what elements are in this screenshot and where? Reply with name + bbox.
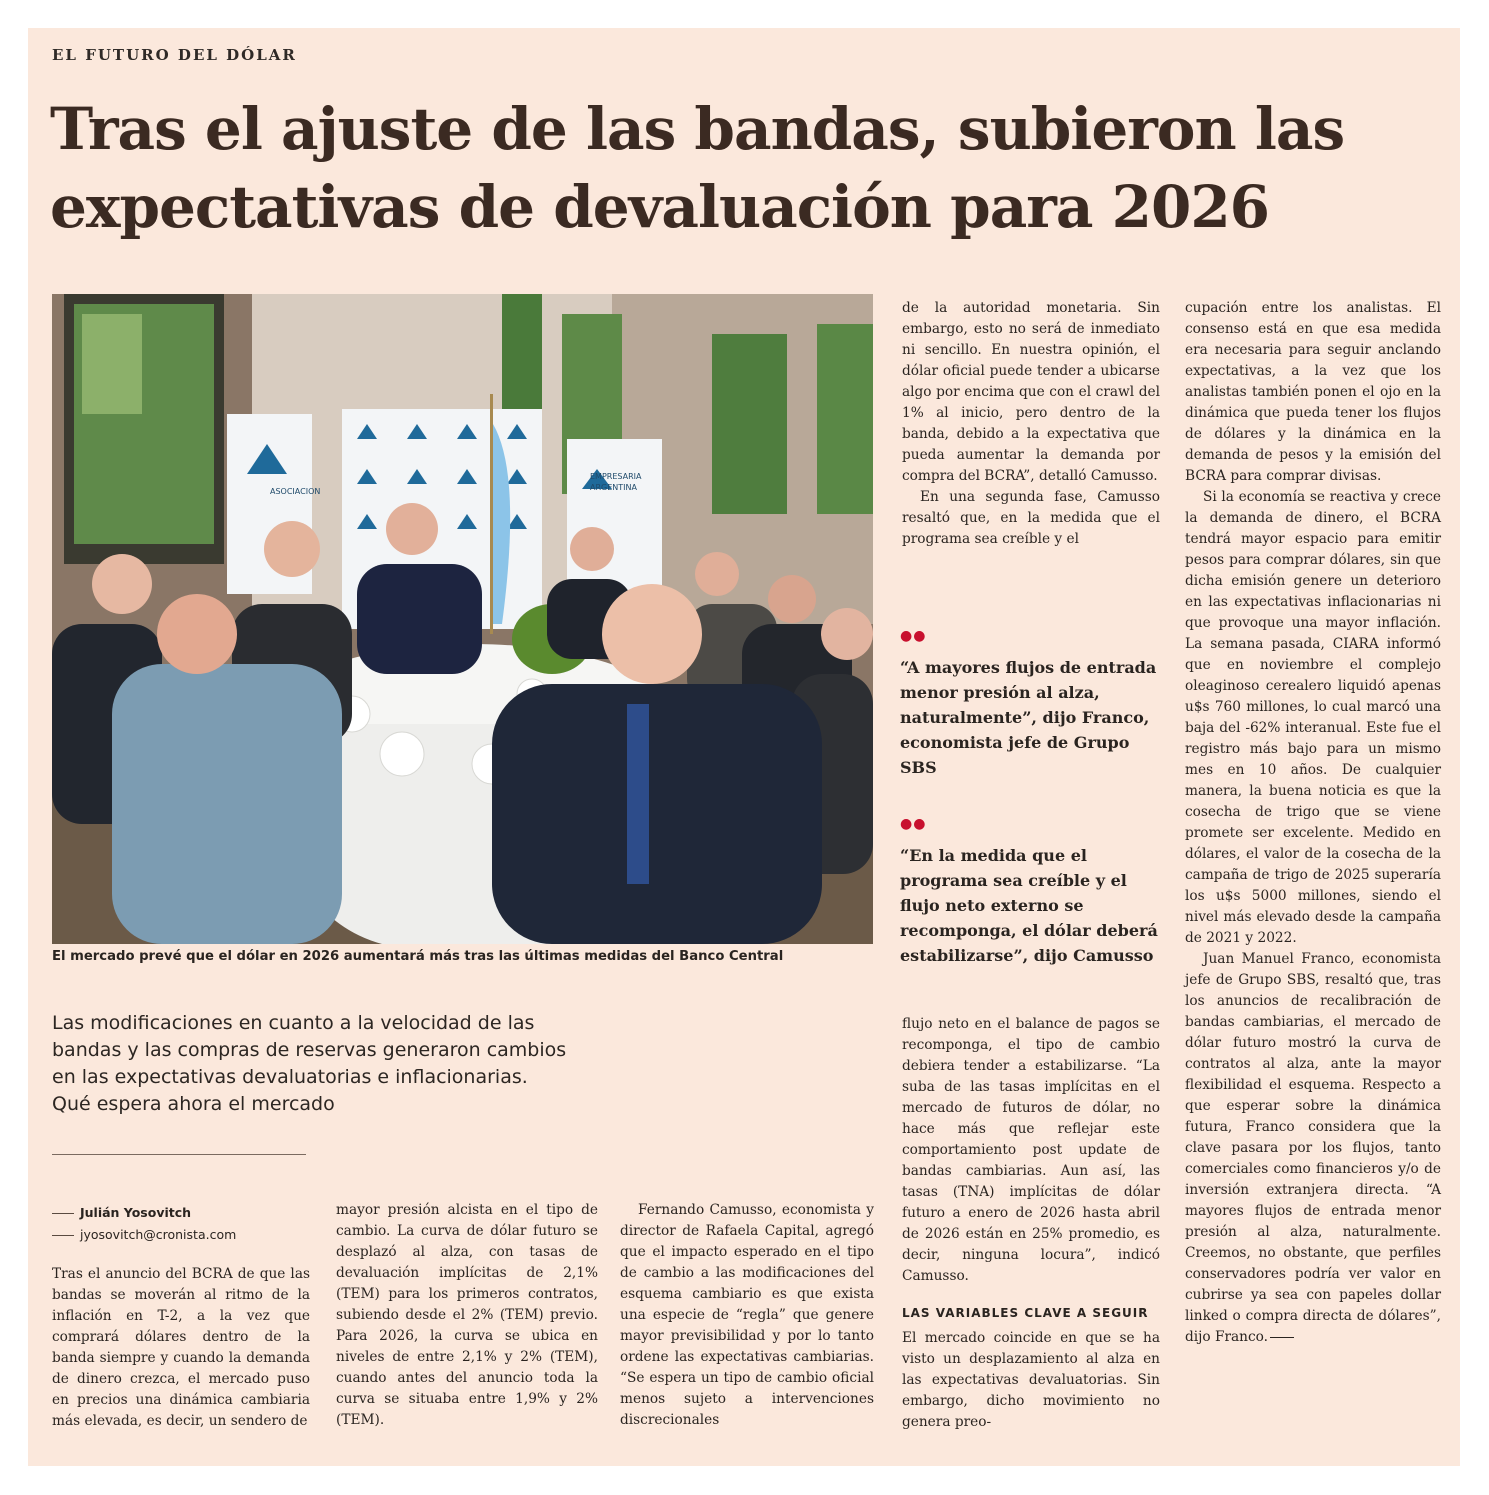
body-column-3: [620, 1200, 874, 1431]
body-column-5: [1185, 298, 1441, 1348]
body-paragraph: Fernando Camusso, economista y director de Rafaela Capital, agregó que el impacto esperado en el tipo de cambio a las modificaciones del esquema cambiario es que exista una especie de “regla” que genere mayor previsibilidad y por lo tanto ordene las expectativas cambiarias. “Se espera un tipo de cambio oficial menos sujeto a intervenciones discrecionales: [620, 1202, 874, 1428]
banner-text-2: EMPRESARIA: [590, 472, 642, 481]
body-paragraph: mayor presión alcista en el tipo de cambio. La curva de dólar futuro se desplazó al alza, con tasas de devaluación implícitas de 2,1% (TEM) para los primeros contratos, subiendo desde el 2% (TEM) previo. Para 2026, la curva se ubica en niveles de entre 2,1% y 2% (TEM), cuando antes del anuncio toda la curva se situaba entre 1,9% y 2% (TEM).: [336, 1202, 598, 1428]
section-label: EL FUTURO DEL DÓLAR: [52, 46, 297, 64]
quote-dots-icon: ●●: [900, 628, 927, 644]
body-column-4-bottom: [902, 1014, 1160, 1433]
lead-paragraph: Las modificaciones en cuanto a la velocidad de las bandas y las compras de reservas generaron cambios en las expectativas devaluatorias e inflacionarias. Qué espera ahora el mercado: [52, 1012, 567, 1115]
quote-dots-icon: ●●: [900, 816, 927, 832]
pull-quote-1: [900, 624, 1160, 780]
photo-caption: El mercado prevé que el dólar en 2026 aumentará más tras las últimas medidas del Banco Central: [52, 949, 784, 964]
body-paragraph: Juan Manuel Franco, economista jefe de Grupo SBS, resaltó que, tras los anuncios de recalibración de bandas cambiarias, el mercado de dólar futuro mostró la curva de contratos al alza, ante la mayor flexibilidad el esquema. Respecto a que esperar sobre la dinámica futura, Franco considera que la clave pasara por los flujos, tanto comerciales como financieros y/o de inversión extranjera directa. “A mayores flujos de entrada menor presión al alza, naturalmente. Creemos, no obstante, que perfiles conservadores podría ver valor en cubrirse ya sea con papeles dollar linked o compra directa de dólares”, dijo Franco.: [1185, 951, 1441, 1345]
author-name: Julián Yosovitch: [80, 1205, 192, 1220]
pull-quote-text: “A mayores flujos de entrada menor presión al alza, naturalmente”, dijo Franco, economista jefe de Grupo SBS: [900, 658, 1157, 777]
pull-quote-text: “En la medida que el programa sea creíble y el flujo neto externo se recomponga, el dólar deberá estabilizarse”, dijo Camusso: [900, 846, 1158, 965]
banner-text-3: ARGENTINA: [590, 483, 637, 492]
dinner-meeting-photo: [52, 294, 873, 944]
banner-text-1: ASOCIACION: [270, 487, 321, 496]
lead-divider: [52, 1154, 306, 1155]
byline: [52, 1202, 236, 1246]
body-paragraph: Tras el anuncio del BCRA de que las bandas se moverán al ritmo de la inflación en T-2, a la vez que comprará dólares dentro de la banda siempre y cuando la demanda de dinero crezca, el mercado puso en precios una dinámica cambiaria más elevada, es decir, un sendero de: [52, 1266, 310, 1429]
body-paragraph: cupación entre los analistas. El consenso está en que esa medida era necesaria para seguir anclando expectativas, a la vez que los analistas también ponen el ojo en la dinámica que pueda tener los flujos de dólares y la dinámica en la demanda de pesos y la emisión del BCRA para comprar divisas.: [1185, 300, 1441, 484]
body-paragraph: flujo neto en el balance de pagos se recomponga, el tipo de cambio debiera tender a estabilizarse. “La suba de las tasas implícitas en el mercado de futuros de dólar, no hace más que reflejar este comportamiento post update de bandas cambiarias. Aun así, las tasas (TNA) implícitas de dólar futuro a enero de 2026 hasta abril de 2026 están en 25% promedio, es decir, ninguna locura”, indicó Camusso.: [902, 1016, 1160, 1284]
author-email[interactable]: jyosovitch@cronista.com: [80, 1227, 237, 1242]
body-paragraph: Si la economía se reactiva y crece la demanda de dinero, el BCRA tendrá mayor espacio para emitir pesos para comprar dólares, sin que dicha emisión genere un deterioro en las expectativas inflacionarias ni que provoque una mayor inflación. La semana pasada, CIARA informó que en noviembre el complejo oleaginoso cerealero liquidó apenas u$s 760 millones, lo cual marcó una baja del -62% interanual. Este fue el registro más bajo para un mismo mes en 10 años. De cualquier manera, la buena noticia es que la cosecha de trigo que se viene promete ser excelente. Medido en dólares, el valor de la cosecha de la campaña de trigo de 2025 superaría los u$s 5000 millones, siendo el nivel más elevado desde la campaña de 2021 y 2022.: [1185, 489, 1441, 946]
body-column-2: [336, 1200, 598, 1431]
end-mark: [1270, 1337, 1294, 1338]
body-column-4-top: [902, 298, 1160, 550]
pull-quote-2: [900, 812, 1160, 968]
headline-line-2: expectativas de devaluación para 2026: [50, 173, 1270, 241]
headline: [50, 90, 1430, 246]
body-column-1: [52, 1264, 310, 1432]
body-paragraph: En una segunda fase, Camusso resaltó que, en la medida que el programa sea creíble y el: [902, 489, 1160, 547]
newspaper-page: [28, 28, 1460, 1466]
article-photo: [52, 294, 873, 944]
headline-line-1: Tras el ajuste de las bandas, subieron las: [50, 95, 1345, 163]
body-paragraph: de la autoridad monetaria. Sin embargo, esto no será de inmediato ni sencillo. En nuestra opinión, el dólar oficial puede tender a ubicarse algo por encima que con el crawl del 1% al inicio, pero dentro de la banda, debido a la expectativa que pueda aumentar la demanda por compra del BCRA”, detalló Camusso.: [902, 300, 1160, 484]
subheading: LAS VARIABLES CLAVE A SEGUIR: [902, 1306, 1149, 1320]
body-paragraph: El mercado coincide en que se ha visto un desplazamiento al alza en las expectativas devaluatorias. Sin embargo, dicho movimiento no genera preo-: [902, 1330, 1160, 1430]
